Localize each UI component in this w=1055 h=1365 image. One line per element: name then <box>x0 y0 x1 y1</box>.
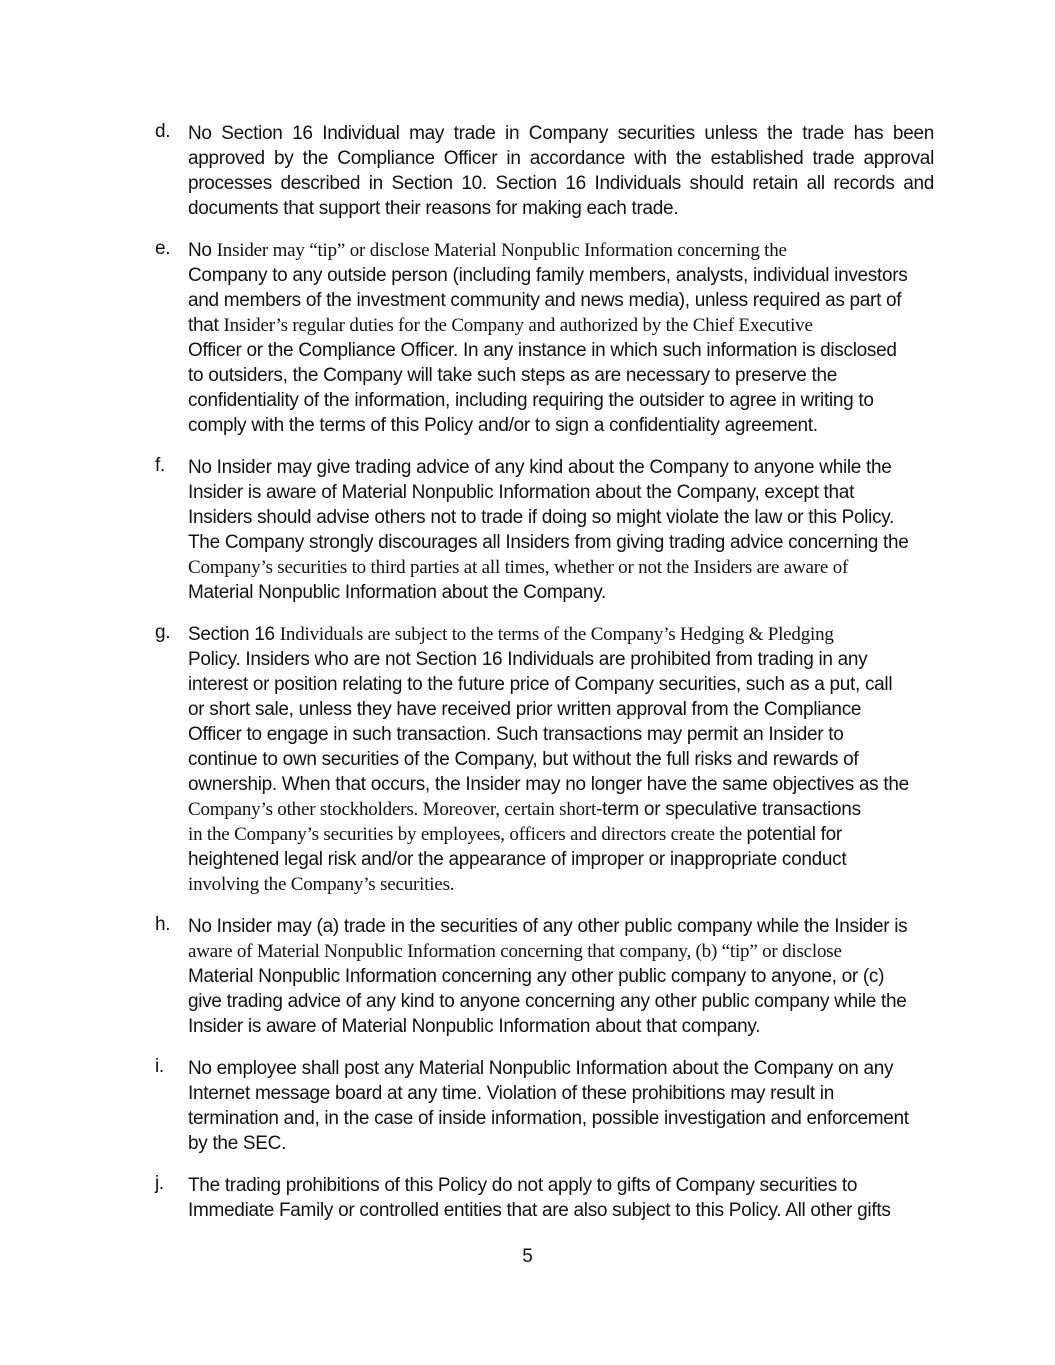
paragraph-line <box>188 121 934 146</box>
paragraph-line <box>188 1198 934 1223</box>
sans-text-segment: give trading advice of any kind to anyone concerning any other public company while the <box>188 991 907 1012</box>
paragraph-line <box>188 822 934 847</box>
paragraph-line <box>188 480 934 505</box>
paragraph-line <box>188 747 934 772</box>
serif-text-segment: Company’s other stockholders. Moreover, certain short <box>188 799 597 820</box>
paragraph-line <box>188 455 934 480</box>
item-letter-label: j. <box>155 1173 164 1194</box>
serif-text-segment: in the Company’s securities by employees, officers and directors create the <box>188 824 747 845</box>
item-letter-label: f. <box>155 455 165 476</box>
sans-text-segment: Insiders should advise others not to trade if doing so might violate the law or this Policy. <box>188 507 895 528</box>
serif-text-segment: Insider may “tip” or disclose Material Nonpublic Information concerning the <box>216 240 787 261</box>
sans-text-segment: The trading prohibitions of this Policy do not apply to gifts of Company securities to <box>188 1175 858 1196</box>
paragraph-line <box>188 238 934 263</box>
item-text <box>188 455 934 605</box>
paragraph-line <box>188 914 934 939</box>
paragraph-line <box>188 171 934 196</box>
paragraph-line <box>188 989 934 1014</box>
sans-text-segment: No <box>188 240 217 261</box>
policy-item-i <box>155 1056 934 1156</box>
serif-text-segment: Individuals are subject to the terms of the Company’s Hedging & Pledging <box>279 624 834 645</box>
sans-text-segment: No Insider may (a) trade in the securities of any other public company while the Insider is <box>188 916 908 937</box>
paragraph-line <box>188 196 934 221</box>
paragraph-line <box>188 722 934 747</box>
paragraph-line <box>188 1014 934 1039</box>
sans-text-segment: Material Nonpublic Information about the Company. <box>188 582 606 603</box>
paragraph-line <box>188 288 934 313</box>
policy-item-e <box>155 238 934 438</box>
sans-text-segment: Policy. Insiders who are not Section 16 Individuals are prohibited from trading in any <box>188 649 868 670</box>
sans-text-segment: or short sale, unless they have received prior written approval from the Compliance <box>188 699 862 720</box>
sans-text-segment: The Company strongly discourages all Insiders from giving trading advice concerning the <box>188 532 909 553</box>
sans-text-segment: and members of the investment community and news media), unless required as part of <box>188 290 902 311</box>
sans-text-segment: Immediate Family or controlled entities that are also subject to this Policy. All other gifts <box>188 1200 891 1221</box>
item-text <box>188 1173 934 1223</box>
sans-text-segment: documents that support their reasons for making each trade. <box>188 198 679 219</box>
item-text <box>188 622 934 897</box>
policy-item-j <box>155 1173 934 1223</box>
paragraph-line <box>188 939 934 964</box>
policy-item-h <box>155 914 934 1039</box>
paragraph-line <box>188 388 934 413</box>
policy-item-f <box>155 455 934 605</box>
item-letter-label: d. <box>155 121 171 142</box>
sans-text-segment: Material Nonpublic Information concerning any other public company to anyone, or (c) <box>188 966 885 987</box>
serif-text-segment: involving the Company’s securities. <box>188 874 455 895</box>
policy-item-d <box>155 121 934 221</box>
paragraph-line <box>188 797 934 822</box>
sans-text-segment: approved by the Compliance Officer in accordance with the established trade approval <box>188 148 934 169</box>
paragraph-line <box>188 1131 934 1156</box>
paragraph-line <box>188 847 934 872</box>
paragraph-line <box>188 964 934 989</box>
item-letter-label: h. <box>155 914 171 935</box>
item-letter-label: e. <box>155 238 171 259</box>
item-letter-label: g. <box>155 622 171 643</box>
sans-text-segment: termination and, in the case of inside information, possible investigation and enforcement <box>188 1108 909 1129</box>
page-number: 5 <box>522 1246 533 1267</box>
paragraph-line <box>188 413 934 438</box>
item-text <box>188 914 934 1039</box>
sans-text-segment: heightened legal risk and/or the appearance of improper or inappropriate conduct <box>188 849 847 870</box>
paragraph-line <box>188 338 934 363</box>
sans-text-segment: Internet message board at any time. Violation of these prohibitions may result in <box>188 1083 834 1104</box>
sans-text-segment: processes described in Section 10. Section 16 Individuals should retain all records and <box>188 173 934 194</box>
paragraph-line <box>188 622 934 647</box>
paragraph-line <box>188 313 934 338</box>
sans-text-segment: Insider is aware of Material Nonpublic Information about the Company, except that <box>188 482 855 503</box>
paragraph-line <box>188 580 934 605</box>
sans-text-segment: potential for <box>746 824 842 845</box>
serif-text-segment: Insider’s regular duties for the Company and authorized by the Chief Executive <box>223 315 813 336</box>
paragraph-line <box>188 1173 934 1198</box>
paragraph-line <box>188 647 934 672</box>
sans-text-segment: comply with the terms of this Policy and/or to sign a confidentiality agreement. <box>188 415 818 436</box>
sans-text-segment: Company to any outside person (including family members, analysts, individual investors <box>188 265 908 286</box>
sans-text-segment: ownership. When that occurs, the Insider may no longer have the same objectives as the <box>188 774 909 795</box>
serif-text-segment: Company’s securities to third parties at all times, whether or not the Insiders are aware of <box>188 557 849 578</box>
paragraph-line <box>188 1056 934 1081</box>
paragraph-line <box>188 555 934 580</box>
paragraph-line <box>188 697 934 722</box>
sans-text-segment: No Insider may give trading advice of any kind about the Company to anyone while the <box>188 457 892 478</box>
paragraph-line <box>188 530 934 555</box>
sans-text-segment: No employee shall post any Material Nonpublic Information about the Company on any <box>188 1058 894 1079</box>
sans-text-segment: confidentiality of the information, including requiring the outsider to agree in writing to <box>188 390 874 411</box>
item-text <box>188 238 934 438</box>
sans-text-segment: that <box>188 315 224 336</box>
sans-text-segment: continue to own securities of the Company, but without the full risks and rewards of <box>188 749 859 770</box>
sans-text-segment: by the SEC. <box>188 1133 287 1154</box>
sans-text-segment: Section 16 <box>188 624 280 645</box>
item-text <box>188 1056 934 1156</box>
sans-text-segment: interest or position relating to the future price of Company securities, such as a put, call <box>188 674 893 695</box>
sans-text-segment: -term or speculative transactions <box>596 799 861 820</box>
sans-text-segment: Officer to engage in such transaction. Such transactions may permit an Insider to <box>188 724 844 745</box>
paragraph-line <box>188 672 934 697</box>
policy-list <box>155 121 934 1240</box>
paragraph-line <box>188 363 934 388</box>
paragraph-line <box>188 872 934 897</box>
paragraph-line <box>188 1081 934 1106</box>
sans-text-segment: Insider is aware of Material Nonpublic Information about that company. <box>188 1016 761 1037</box>
paragraph-line <box>188 505 934 530</box>
sans-text-segment: Officer or the Compliance Officer. In any instance in which such information is disclosed <box>188 340 897 361</box>
sans-text-segment: to outsiders, the Company will take such steps as are necessary to preserve the <box>188 365 838 386</box>
paragraph-line <box>188 146 934 171</box>
serif-text-segment: aware of Material Nonpublic Information concerning that company, (b) “tip” or disclose <box>188 941 842 962</box>
item-text <box>188 121 934 221</box>
sans-text-segment: No Section 16 Individual may trade in Company securities unless the trade has been <box>188 123 934 144</box>
paragraph-line <box>188 772 934 797</box>
paragraph-line <box>188 1106 934 1131</box>
item-letter-label: i. <box>155 1056 164 1077</box>
policy-item-g <box>155 622 934 897</box>
paragraph-line <box>188 263 934 288</box>
